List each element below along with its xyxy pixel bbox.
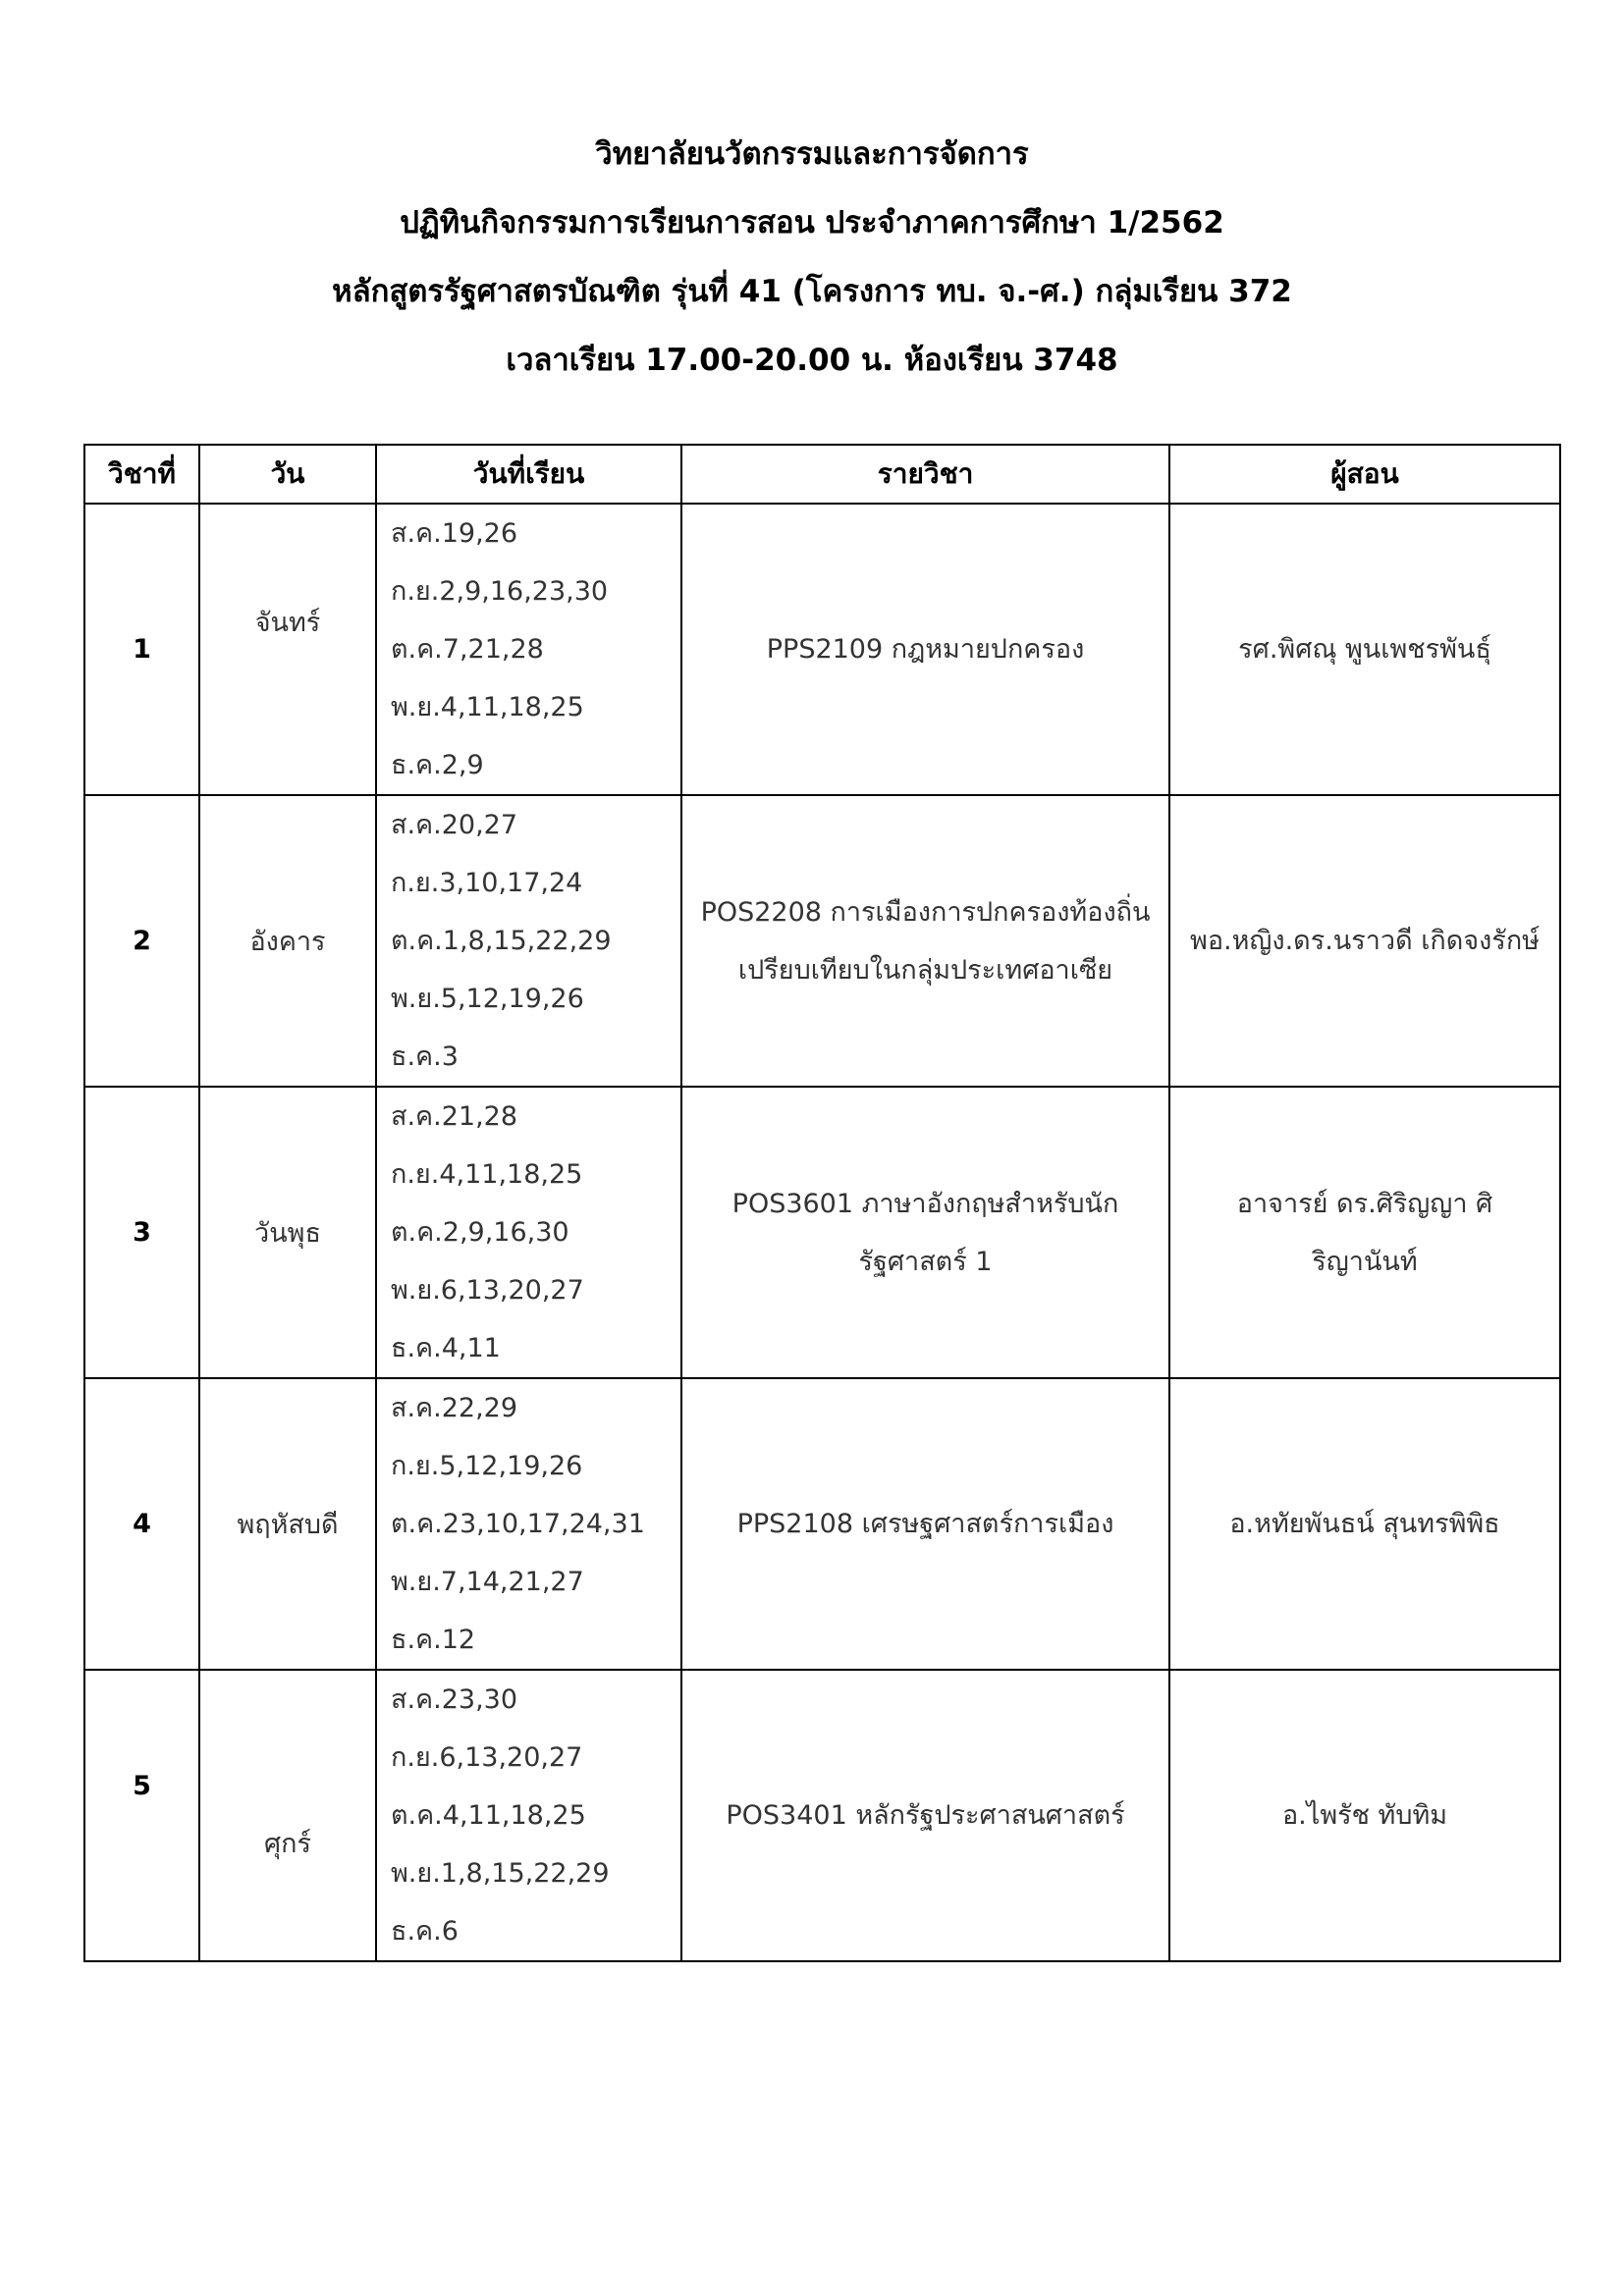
program-title: หลักสูตรรัฐศาสตรบัณฑิต รุ่นที่ 41 (โครงการ ทบ. จ.-ศ.) กลุ่มเรียน 372: [332, 274, 1292, 309]
course-subject: POS3401 หลักรัฐประศาสนศาสตร์: [681, 1670, 1169, 1961]
college-name: วิทยาลัยนวัตกรรมและการจัดการ: [595, 136, 1029, 172]
date-line: ส.ค.19,26: [391, 518, 518, 549]
table-row: [84, 795, 1560, 1087]
instructor-name: อ.หทัยพันธน์ สุนทรพิพิธ: [1169, 1378, 1560, 1670]
table-row: [84, 1378, 1560, 1670]
document-header: [0, 120, 1624, 395]
date-line: ต.ค.23,10,17,24,31: [391, 1509, 645, 1539]
date-line: ก.ย.5,12,19,26: [391, 1451, 583, 1481]
course-number: 2: [84, 795, 199, 1087]
class-day: พฤหัสบดี: [199, 1378, 376, 1670]
date-line: ก.ย.6,13,20,27: [391, 1742, 583, 1773]
class-dates: [376, 1670, 681, 1961]
course-subject: POS2208 การเมืองการปกครองท้องถิ่น เปรียบเทียบในกลุ่มประเทศอาเซีย: [681, 795, 1169, 1087]
instructor-name: อาจารย์ ดร.ศิริญญา ศิ ริญานันท์: [1169, 1087, 1560, 1378]
table-row: [84, 1670, 1560, 1961]
calendar-title: ปฏิทินกิจกรรมการเรียนการสอน ประจำภาคการศึกษา 1/2562: [400, 205, 1224, 240]
date-line: ต.ค.7,21,28: [391, 634, 544, 665]
date-line: ต.ค.2,9,16,30: [391, 1217, 569, 1248]
date-line: ส.ค.20,27: [391, 810, 518, 840]
course-subject: PPS2109 กฎหมายปกครอง: [681, 504, 1169, 795]
class-dates: [376, 1087, 681, 1378]
course-subject: PPS2108 เศรษฐศาสตร์การเมือง: [681, 1378, 1169, 1670]
date-line: ธ.ค.6: [391, 1916, 459, 1947]
date-line: ก.ย.2,9,16,23,30: [391, 576, 609, 607]
column-header-instructor: ผู้สอน: [1169, 445, 1560, 504]
column-header-day: วัน: [199, 445, 376, 504]
date-line: พ.ย.7,14,21,27: [391, 1567, 584, 1597]
date-line: ก.ย.3,10,17,24: [391, 868, 583, 898]
table-row: [84, 504, 1560, 795]
date-line: ต.ค.4,11,18,25: [391, 1800, 586, 1831]
column-header-dates: วันที่เรียน: [376, 445, 681, 504]
class-day: วันพุธ: [199, 1087, 376, 1378]
date-line: พ.ย.4,11,18,25: [391, 692, 584, 722]
class-day: จันทร์: [199, 504, 376, 795]
table-row: [84, 1087, 1560, 1378]
date-line: ธ.ค.3: [391, 1041, 459, 1072]
instructor-name: รศ.พิศณุ พูนเพชรพันธุ์: [1169, 504, 1560, 795]
course-number: 4: [84, 1378, 199, 1670]
date-line: พ.ย.5,12,19,26: [391, 984, 584, 1014]
instructor-name: อ.ไพรัช ทับทิม: [1169, 1670, 1560, 1961]
date-line: ธ.ค.12: [391, 1625, 476, 1655]
instructor-name: พอ.หญิง.ดร.นราวดี เกิดจงรักษ์: [1169, 795, 1560, 1087]
table-header-row: [84, 445, 1560, 504]
class-day: ศุกร์: [199, 1670, 376, 1961]
date-line: ก.ย.4,11,18,25: [391, 1159, 583, 1190]
column-header-subject: รายวิชา: [681, 445, 1169, 504]
date-line: ธ.ค.2,9: [391, 750, 484, 780]
column-header-no: วิชาที่: [84, 445, 199, 504]
class-dates: [376, 504, 681, 795]
date-line: พ.ย.1,8,15,22,29: [391, 1858, 610, 1889]
class-dates: [376, 795, 681, 1087]
course-number: 1: [84, 504, 199, 795]
class-day: อังคาร: [199, 795, 376, 1087]
date-line: ส.ค.22,29: [391, 1393, 518, 1423]
date-line: ธ.ค.4,11: [391, 1333, 501, 1363]
schedule-table: [83, 444, 1561, 1962]
date-line: พ.ย.6,13,20,27: [391, 1275, 584, 1306]
class-dates: [376, 1378, 681, 1670]
course-subject: POS3601 ภาษาอังกฤษสำหรับนัก รัฐศาสตร์ 1: [681, 1087, 1169, 1378]
class-time-room: เวลาเรียน 17.00-20.00 น. ห้องเรียน 3748: [506, 343, 1118, 378]
course-number: 3: [84, 1087, 199, 1378]
date-line: ต.ค.1,8,15,22,29: [391, 926, 612, 956]
course-number: 5: [84, 1670, 199, 1961]
date-line: ส.ค.23,30: [391, 1684, 518, 1715]
date-line: ส.ค.21,28: [391, 1101, 518, 1132]
